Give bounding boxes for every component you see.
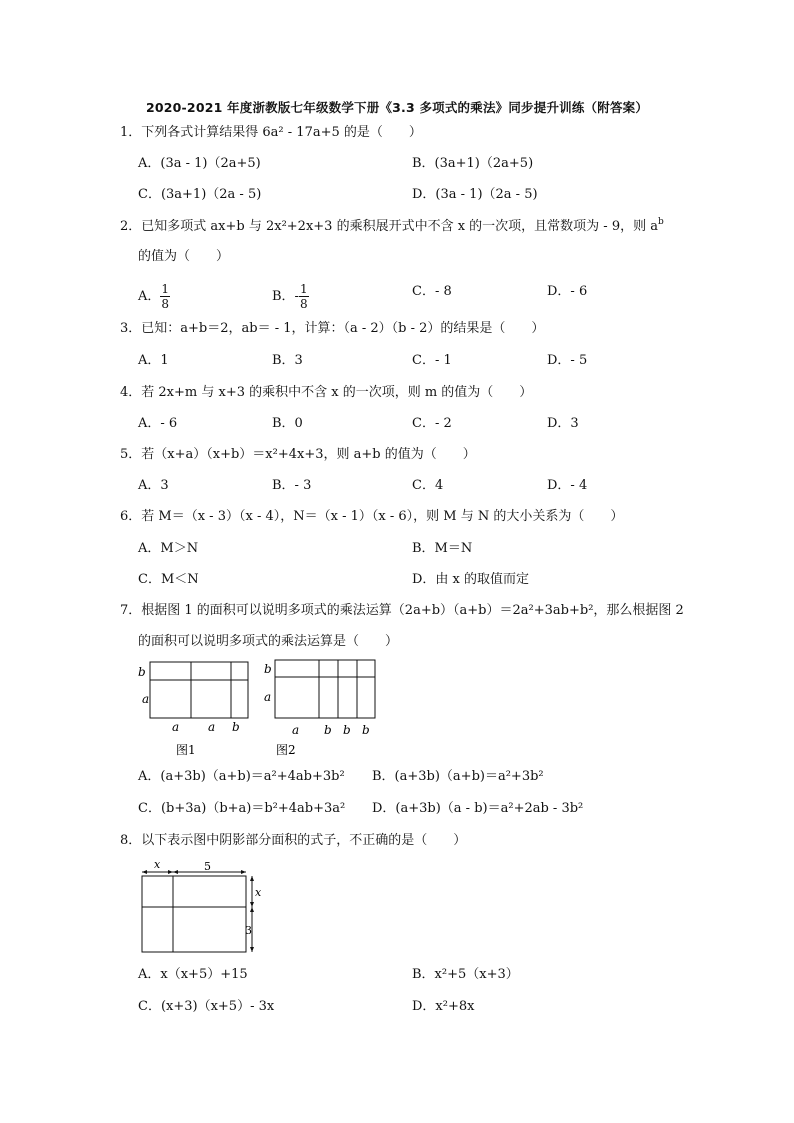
q8-arrow-5-left	[173, 870, 178, 874]
fig2-label-a-bottom: a	[292, 723, 300, 737]
q1-option-b: B．(3a+1)（2a+5)	[412, 156, 534, 171]
q1-option-a: A．(3a - 1)（2a+5)	[138, 156, 261, 171]
q4-option-b: B．0	[272, 416, 303, 431]
question-7-stem-line2: 的面积可以说明多项式的乘法运算是（ ）	[138, 634, 399, 649]
fig2-label-b-left: b	[264, 662, 272, 676]
q8-figure	[136, 858, 266, 958]
q1-option-c: C．(3a+1)（2a - 5)	[138, 187, 262, 202]
q5-option-b: B．- 3	[272, 478, 312, 493]
q2-option-a-label: A．	[138, 289, 161, 304]
q8-arrow-x-right	[168, 870, 173, 874]
q1-option-d: D．(3a - 1)（2a - 5)	[412, 187, 538, 202]
question-8-stem: 8．以下表示图中阴影部分面积的式子，不正确的是（ ）	[120, 833, 467, 848]
worksheet-title: 2020-2021 年度浙教版七年级数学下册《3.3 多项式的乘法》同步提升训练（附答案）	[145, 100, 649, 115]
question-3-stem: 3．已知：a+b＝2，ab＝ - 1，计算：（a - 2）（b - 2）的结果是（ ）	[120, 321, 545, 336]
q6-option-c: C．M＜N	[138, 572, 199, 587]
fig2-label-b-bottom-3: b	[362, 723, 370, 737]
q4-option-d: D．3	[547, 416, 579, 431]
q2-option-d: D．- 6	[547, 284, 588, 299]
q8-label-3: 3	[245, 924, 252, 937]
q6-option-d: D．由 x 的取值而定	[412, 572, 530, 587]
q3-option-d: D．- 5	[547, 353, 588, 368]
q8-arrow-3-top	[250, 907, 254, 912]
q8-option-a: A．x（x+5）+15	[138, 967, 248, 982]
q8-label-x-top: x	[154, 858, 161, 871]
q2-b-denominator: 8	[299, 297, 308, 311]
q2-b-numerator: 1	[299, 282, 308, 296]
q8-label-x-right: x	[255, 886, 262, 899]
q2-option-b	[272, 282, 309, 311]
q8-arrow-xv-top	[250, 876, 254, 881]
q3-option-a: A．1	[138, 353, 169, 368]
fig1-label-a-left: a	[142, 692, 150, 706]
question-5-stem: 5．若（x+a）（x+b）＝x²+4x+3，则 a+b 的值为（ ）	[120, 447, 476, 462]
q8-option-b: B．x²+5（x+3）	[412, 967, 519, 982]
question-2-stem-line1	[120, 218, 664, 236]
fig2-label-b-bottom-1: b	[324, 723, 332, 737]
q7-figure-1	[134, 656, 260, 764]
question-4-stem: 4．若 2x+m 与 x+3 的乘积中不含 x 的一次项，则 m 的值为（ ）	[120, 385, 533, 400]
q2-option-b-label: B．-	[272, 289, 299, 304]
q8-label-5: 5	[204, 860, 211, 873]
q4-option-c: C．- 2	[412, 416, 452, 431]
q7-option-a: A．(a+3b)（a+b)＝a²+4ab+3b²	[138, 769, 345, 784]
q5-option-c: C．4	[412, 478, 444, 493]
q2-option-a-fraction	[160, 282, 170, 311]
q2-stem-text: 2．已知多项式 ax+b 与 2x²+2x+3 的乘积展开式中不含 x 的一次项，且常数项为 - 9，则 a	[120, 219, 658, 234]
q3-option-c: C．- 1	[412, 353, 452, 368]
q6-option-a: A．M＞N	[138, 541, 199, 556]
fig1-label-a-bottom-1: a	[172, 720, 180, 734]
q2-option-a	[138, 282, 170, 311]
q8-arrow-5-right	[241, 870, 246, 874]
question-7-stem-line1: 7．根据图 1 的面积可以说明多项式的乘法运算（2a+b）（a+b）＝2a²+3ab+b²，那么根据图 2	[120, 603, 684, 618]
q2-a-denominator: 8	[161, 297, 170, 311]
q8-outer-rect	[142, 876, 246, 952]
q5-option-d: D．- 4	[547, 478, 588, 493]
fig2-label-b-bottom-2: b	[343, 723, 351, 737]
question-6-stem: 6．若 M＝（x - 3）（x - 4），N＝（x - 1）（x - 6），则 M 与 N 的大小关系为（ ）	[120, 509, 624, 524]
question-2-stem-line2: 的值为（ ）	[138, 249, 230, 264]
q8-arrow-x-left	[142, 870, 147, 874]
q7-option-b: B．(a+3b)（a+b)＝a²+3b²	[372, 769, 544, 784]
q7-figure-2	[260, 656, 385, 764]
q8-arrow-xv-bottom	[250, 902, 254, 907]
q7-option-c: C．(b+3a)（b+a)＝b²+4ab+3a²	[138, 801, 346, 816]
question-1-stem: 1．下列各式计算结果得 6a² - 17a+5 的是（ ）	[120, 125, 422, 140]
q8-option-d: D．x²+8x	[412, 999, 475, 1014]
q2-a-numerator: 1	[161, 282, 170, 296]
fig1-label-b-left: b	[138, 665, 146, 679]
q2-option-c: C．- 8	[412, 284, 452, 299]
q2-option-b-fraction	[299, 282, 309, 311]
fig2-outer-rect	[275, 660, 375, 718]
q5-option-a: A．3	[138, 478, 169, 493]
fig1-label-b-bottom: b	[232, 720, 240, 734]
q2-stem-exponent: b	[657, 217, 664, 227]
fig2-caption: 图2	[276, 743, 296, 757]
fig1-label-a-bottom-2: a	[208, 720, 216, 734]
q3-option-b: B．3	[272, 353, 303, 368]
fig1-caption: 图1	[176, 743, 196, 757]
q6-option-b: B．M＝N	[412, 541, 473, 556]
fig1-outer-rect	[150, 662, 248, 718]
q4-option-a: A．- 6	[138, 416, 178, 431]
fig2-label-a-left: a	[264, 690, 272, 704]
q8-option-c: C．(x+3)（x+5）- 3x	[138, 999, 275, 1014]
q7-option-d: D．(a+3b)（a - b)＝a²+2ab - 3b²	[372, 801, 584, 816]
q8-arrow-3-bottom	[250, 947, 254, 952]
